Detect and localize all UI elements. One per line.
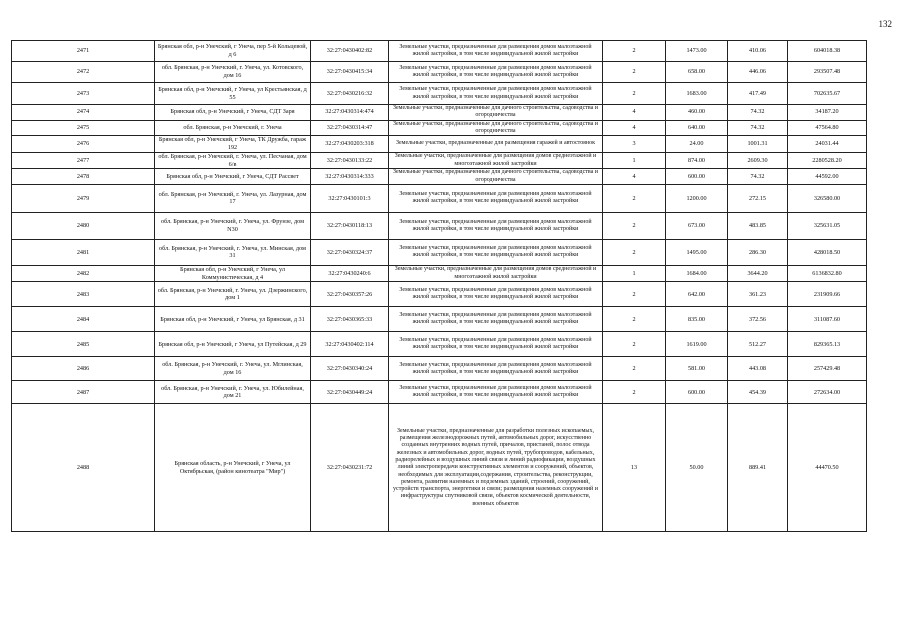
page-number: 132 bbox=[878, 19, 892, 29]
address-cell: Брянская обл, р-н Унечский, г Унеча, ул Брянская, д 31 bbox=[155, 307, 311, 332]
cadastral-number-cell: 32:27:0430415:34 bbox=[311, 62, 389, 83]
specific-value-cell: 1001.31 bbox=[728, 136, 788, 153]
group-cell: 1 bbox=[603, 152, 666, 169]
specific-value-cell: 454.39 bbox=[728, 381, 788, 404]
cadastral-number-cell: 32:27:0430216:32 bbox=[311, 83, 389, 105]
group-cell: 4 bbox=[603, 169, 666, 185]
row-number: 2478 bbox=[12, 169, 155, 185]
row-number: 2475 bbox=[12, 120, 155, 136]
row-number: 2472 bbox=[12, 62, 155, 83]
row-number: 2477 bbox=[12, 152, 155, 169]
land-use-cell: Земельные участки, предназначенные для размещения домов малоэтажной жилой застройки, в том числе индивидуальной жилой застройки bbox=[389, 357, 603, 381]
address-cell: обл. Брянская, р-н Унечский, г. Унеча, ул. Мглинская, дом 16 bbox=[155, 357, 311, 381]
cadastral-number-cell: 32:27:0430314:47 bbox=[311, 120, 389, 136]
table-row bbox=[12, 62, 867, 83]
land-use-cell: Земельные участки, предназначенные для размещения домов малоэтажной жилой застройки, в том числе индивидуальной жилой застройки bbox=[389, 184, 603, 212]
cadastral-value-cell: 326580.00 bbox=[788, 184, 867, 212]
area-cell: 1684.00 bbox=[666, 265, 728, 282]
group-cell: 2 bbox=[603, 184, 666, 212]
specific-value-cell: 361.23 bbox=[728, 282, 788, 307]
land-use-cell: Земельные участки, предназначенные для размещения домов малоэтажной жилой застройки, в том числе индивидуальной жилой застройки bbox=[389, 307, 603, 332]
specific-value-cell: 372.56 bbox=[728, 307, 788, 332]
specific-value-cell: 2609.30 bbox=[728, 152, 788, 169]
land-use-cell: Земельные участки, предназначенные для размещения домов среднеэтажной и многоэтажной жилой застройки bbox=[389, 265, 603, 282]
table-row bbox=[12, 307, 867, 332]
area-cell: 640.00 bbox=[666, 120, 728, 136]
land-use-cell: Земельные участки, предназначенные для размещения домов малоэтажной жилой застройки, в том числе индивидуальной жилой застройки bbox=[389, 239, 603, 265]
specific-value-cell: 74.32 bbox=[728, 169, 788, 185]
row-number: 2483 bbox=[12, 282, 155, 307]
group-cell: 2 bbox=[603, 212, 666, 239]
group-cell: 2 bbox=[603, 332, 666, 357]
group-cell: 4 bbox=[603, 105, 666, 121]
row-number: 2479 bbox=[12, 184, 155, 212]
cadastral-value-table bbox=[11, 40, 867, 532]
address-cell: обл. Брянская, р-н Унечский, г. Унеча, ул. Фрунзе, дом N30 bbox=[155, 212, 311, 239]
area-cell: 1619.00 bbox=[666, 332, 728, 357]
specific-value-cell: 512.27 bbox=[728, 332, 788, 357]
address-cell: Брянская обл, р-н Унечский, г Унеча, ТК Дружба, гараж 192 bbox=[155, 136, 311, 153]
land-use-cell: Земельные участки, предназначенные для размещения домов малоэтажной жилой застройки, в том числе индивидуальной жилой застройки bbox=[389, 62, 603, 83]
specific-value-cell: 483.85 bbox=[728, 212, 788, 239]
cadastral-number-cell: 32:27:0430324:37 bbox=[311, 239, 389, 265]
group-cell: 2 bbox=[603, 381, 666, 404]
area-cell: 50.00 bbox=[666, 404, 728, 532]
specific-value-cell: 286.30 bbox=[728, 239, 788, 265]
land-use-cell: Земельные участки, предназначенные для дачного строительства, садоводства и огородничества bbox=[389, 105, 603, 121]
group-cell: 2 bbox=[603, 62, 666, 83]
group-cell: 2 bbox=[603, 282, 666, 307]
address-cell: обл. Брянская, р-н Унечский, г. Унеча, ул. Минская, дом 31 bbox=[155, 239, 311, 265]
table-row bbox=[12, 120, 867, 136]
cadastral-number-cell: 32:27:0430231:72 bbox=[311, 404, 389, 532]
cadastral-value-cell: 325631.05 bbox=[788, 212, 867, 239]
specific-value-cell: 443.08 bbox=[728, 357, 788, 381]
land-use-cell: Земельные участки, предназначенные для размещения домов малоэтажной жилой застройки, в том числе индивидуальной жилой застройки bbox=[389, 83, 603, 105]
cadastral-number-cell: 32:27:0430449:24 bbox=[311, 381, 389, 404]
specific-value-cell: 272.15 bbox=[728, 184, 788, 212]
area-cell: 874.00 bbox=[666, 152, 728, 169]
specific-value-cell: 417.49 bbox=[728, 83, 788, 105]
cadastral-value-cell: 702635.67 bbox=[788, 83, 867, 105]
land-use-cell: Земельные участки, предназначенные для размещения гаражей и автостоянок bbox=[389, 136, 603, 153]
table-row bbox=[12, 265, 867, 282]
table-row bbox=[12, 41, 867, 62]
cadastral-value-cell: 44592.00 bbox=[788, 169, 867, 185]
area-cell: 24.00 bbox=[666, 136, 728, 153]
table-row bbox=[12, 212, 867, 239]
land-use-cell: Земельные участки, предназначенные для размещения домов малоэтажной жилой застройки, в том числе индивидуальной жилой застройки bbox=[389, 41, 603, 62]
cadastral-number-cell: 32:27:0430365:33 bbox=[311, 307, 389, 332]
cadastral-value-cell: 428018.50 bbox=[788, 239, 867, 265]
address-cell: Брянская обл, р-н Унечский, г Унеча, СДТ Рассвет bbox=[155, 169, 311, 185]
cadastral-number-cell: 32:27:0430314:474 bbox=[311, 105, 389, 121]
row-number: 2485 bbox=[12, 332, 155, 357]
cadastral-value-cell: 311087.60 bbox=[788, 307, 867, 332]
row-number: 2471 bbox=[12, 41, 155, 62]
specific-value-cell: 410.06 bbox=[728, 41, 788, 62]
row-number: 2473 bbox=[12, 83, 155, 105]
group-cell: 2 bbox=[603, 239, 666, 265]
land-use-cell: Земельные участки, предназначенные для размещения домов малоэтажной жилой застройки, в том числе индивидуальной жилой застройки bbox=[389, 282, 603, 307]
area-cell: 581.00 bbox=[666, 357, 728, 381]
area-cell: 1200.00 bbox=[666, 184, 728, 212]
cadastral-number-cell: 32:27:0430118:13 bbox=[311, 212, 389, 239]
row-number: 2487 bbox=[12, 381, 155, 404]
area-cell: 460.00 bbox=[666, 105, 728, 121]
row-number: 2484 bbox=[12, 307, 155, 332]
row-number: 2474 bbox=[12, 105, 155, 121]
cadastral-value-cell: 272634.00 bbox=[788, 381, 867, 404]
cadastral-value-cell: 604018.38 bbox=[788, 41, 867, 62]
row-number: 2486 bbox=[12, 357, 155, 381]
land-use-cell: Земельные участки, предназначенные для дачного строительства, садоводства и огородничества bbox=[389, 120, 603, 136]
land-use-cell: Земельные участки, предназначенные для размещения домов среднеэтажной и многоэтажной жилой застройки bbox=[389, 152, 603, 169]
table-row bbox=[12, 83, 867, 105]
address-cell: обл. Брянская, р-н Унечский, г. Унеча bbox=[155, 120, 311, 136]
cadastral-value-cell: 2280528.20 bbox=[788, 152, 867, 169]
area-cell: 1495.00 bbox=[666, 239, 728, 265]
address-cell: Брянская обл, р-н Унечский, г Унеча, СДТ Заря bbox=[155, 105, 311, 121]
group-cell: 2 bbox=[603, 41, 666, 62]
land-use-cell: Земельные участки, предназначенные для разработки полезных ископаемых, размещения железнодорожных путей, автомобильных дорог, искусственно созданных внутренних водных путей, причалов, пристаней, полос отвода железных и автомобильных дорог, водных путей, трубопроводов, кабельных, радиорелейных и воздушных линий связи и линий радиофикации, воздушных линий электропередачи конструктивных элементов и сооружений, объектов, необходимых для эксплуатации,содержания, строительства, реконструкции, ремонта, развития наземных и подземных зданий, строений, сооружений, устройств транспорта, энергетики и связи; размещения наземных сооружений и инфраструктуры спутниковой связи, объектов космической деятельности, военных объектов bbox=[389, 404, 603, 532]
area-cell: 600.00 bbox=[666, 169, 728, 185]
table-row bbox=[12, 381, 867, 404]
table-row bbox=[12, 169, 867, 185]
cadastral-value-cell: 257429.48 bbox=[788, 357, 867, 381]
specific-value-cell: 74.32 bbox=[728, 105, 788, 121]
specific-value-cell: 889.41 bbox=[728, 404, 788, 532]
group-cell: 4 bbox=[603, 120, 666, 136]
table-row bbox=[12, 282, 867, 307]
address-cell: Брянская обл, р-н Унечский, г Унеча, ул Коммунистическая, д 4 bbox=[155, 265, 311, 282]
specific-value-cell: 446.06 bbox=[728, 62, 788, 83]
group-cell: 2 bbox=[603, 307, 666, 332]
specific-value-cell: 74.32 bbox=[728, 120, 788, 136]
address-cell: Брянская обл, р-н Унечский, г Унеча, пер 5-й Кольцевой, д 6 bbox=[155, 41, 311, 62]
cadastral-number-cell: 32:27:0430240:6 bbox=[311, 265, 389, 282]
group-cell: 1 bbox=[603, 265, 666, 282]
address-cell: обл. Брянская, р-н Унечский, г. Унеча, ул. Песчаная, дом 6/в bbox=[155, 152, 311, 169]
group-cell: 2 bbox=[603, 357, 666, 381]
row-number: 2476 bbox=[12, 136, 155, 153]
area-cell: 673.00 bbox=[666, 212, 728, 239]
table-row bbox=[12, 136, 867, 153]
table-row bbox=[12, 152, 867, 169]
cadastral-number-cell: 32:27:0430101:3 bbox=[311, 184, 389, 212]
area-cell: 835.00 bbox=[666, 307, 728, 332]
cadastral-value-cell: 293507.48 bbox=[788, 62, 867, 83]
row-number: 2480 bbox=[12, 212, 155, 239]
table-row bbox=[12, 332, 867, 357]
area-cell: 600.00 bbox=[666, 381, 728, 404]
cadastral-number-cell: 32:27:0430203:318 bbox=[311, 136, 389, 153]
cadastral-value-cell: 829365.13 bbox=[788, 332, 867, 357]
cadastral-number-cell: 32:27:0430340:24 bbox=[311, 357, 389, 381]
row-number: 2488 bbox=[12, 404, 155, 532]
group-cell: 2 bbox=[603, 83, 666, 105]
area-cell: 1683.00 bbox=[666, 83, 728, 105]
table-row bbox=[12, 404, 867, 532]
land-use-cell: Земельные участки, предназначенные для размещения домов малоэтажной жилой застройки, в том числе индивидуальной жилой застройки bbox=[389, 212, 603, 239]
group-cell: 3 bbox=[603, 136, 666, 153]
cadastral-number-cell: 32:27:0430402:114 bbox=[311, 332, 389, 357]
address-cell: обл. Брянская, р-н Унечский, г. Унеча, ул. Котовского, дом 16 bbox=[155, 62, 311, 83]
area-cell: 1473.00 bbox=[666, 41, 728, 62]
address-cell: обл. Брянская, р-н Унечский, г. Унеча, ул. Дзержинского, дом 1 bbox=[155, 282, 311, 307]
table-row bbox=[12, 239, 867, 265]
address-cell: Брянская обл, р-н Унечский, г Унеча, ул Путейская, д 29 bbox=[155, 332, 311, 357]
cadastral-number-cell: 32:27:0430314:333 bbox=[311, 169, 389, 185]
row-number: 2482 bbox=[12, 265, 155, 282]
cadastral-number-cell: 32:27:0430133:22 bbox=[311, 152, 389, 169]
table-row bbox=[12, 357, 867, 381]
table-row bbox=[12, 105, 867, 121]
address-cell: обл. Брянская, р-н Унечский, г. Унеча, ул. Юбилейная, дом 21 bbox=[155, 381, 311, 404]
table-row bbox=[12, 184, 867, 212]
area-cell: 642.00 bbox=[666, 282, 728, 307]
cadastral-value-cell: 231909.66 bbox=[788, 282, 867, 307]
land-use-cell: Земельные участки, предназначенные для дачного строительства, садоводства и огородничества bbox=[389, 169, 603, 185]
address-cell: Брянская обл, р-н Унечский, г Унеча, ул Крестьянская, д 55 bbox=[155, 83, 311, 105]
cadastral-value-cell: 6136832.80 bbox=[788, 265, 867, 282]
cadastral-number-cell: 32:27:0430357:26 bbox=[311, 282, 389, 307]
row-number: 2481 bbox=[12, 239, 155, 265]
land-use-cell: Земельные участки, предназначенные для размещения домов малоэтажной жилой застройки, в том числе индивидуальной жилой застройки bbox=[389, 381, 603, 404]
address-cell: обл. Брянская, р-н Унечский, г. Унеча, ул. Лазурная, дом 17 bbox=[155, 184, 311, 212]
cadastral-value-cell: 47564.80 bbox=[788, 120, 867, 136]
address-cell: Брянская область, р-н Унечский, г Унеча, ул Октябрьская, (район кинотеатра "Мир") bbox=[155, 404, 311, 532]
cadastral-number-cell: 32:27:0430402:82 bbox=[311, 41, 389, 62]
land-use-cell: Земельные участки, предназначенные для размещения домов малоэтажной жилой застройки, в том числе индивидуальной жилой застройки bbox=[389, 332, 603, 357]
cadastral-value-cell: 44470.50 bbox=[788, 404, 867, 532]
area-cell: 658.00 bbox=[666, 62, 728, 83]
group-cell: 13 bbox=[603, 404, 666, 532]
cadastral-value-cell: 34187.20 bbox=[788, 105, 867, 121]
specific-value-cell: 3644.20 bbox=[728, 265, 788, 282]
cadastral-value-cell: 24031.44 bbox=[788, 136, 867, 153]
